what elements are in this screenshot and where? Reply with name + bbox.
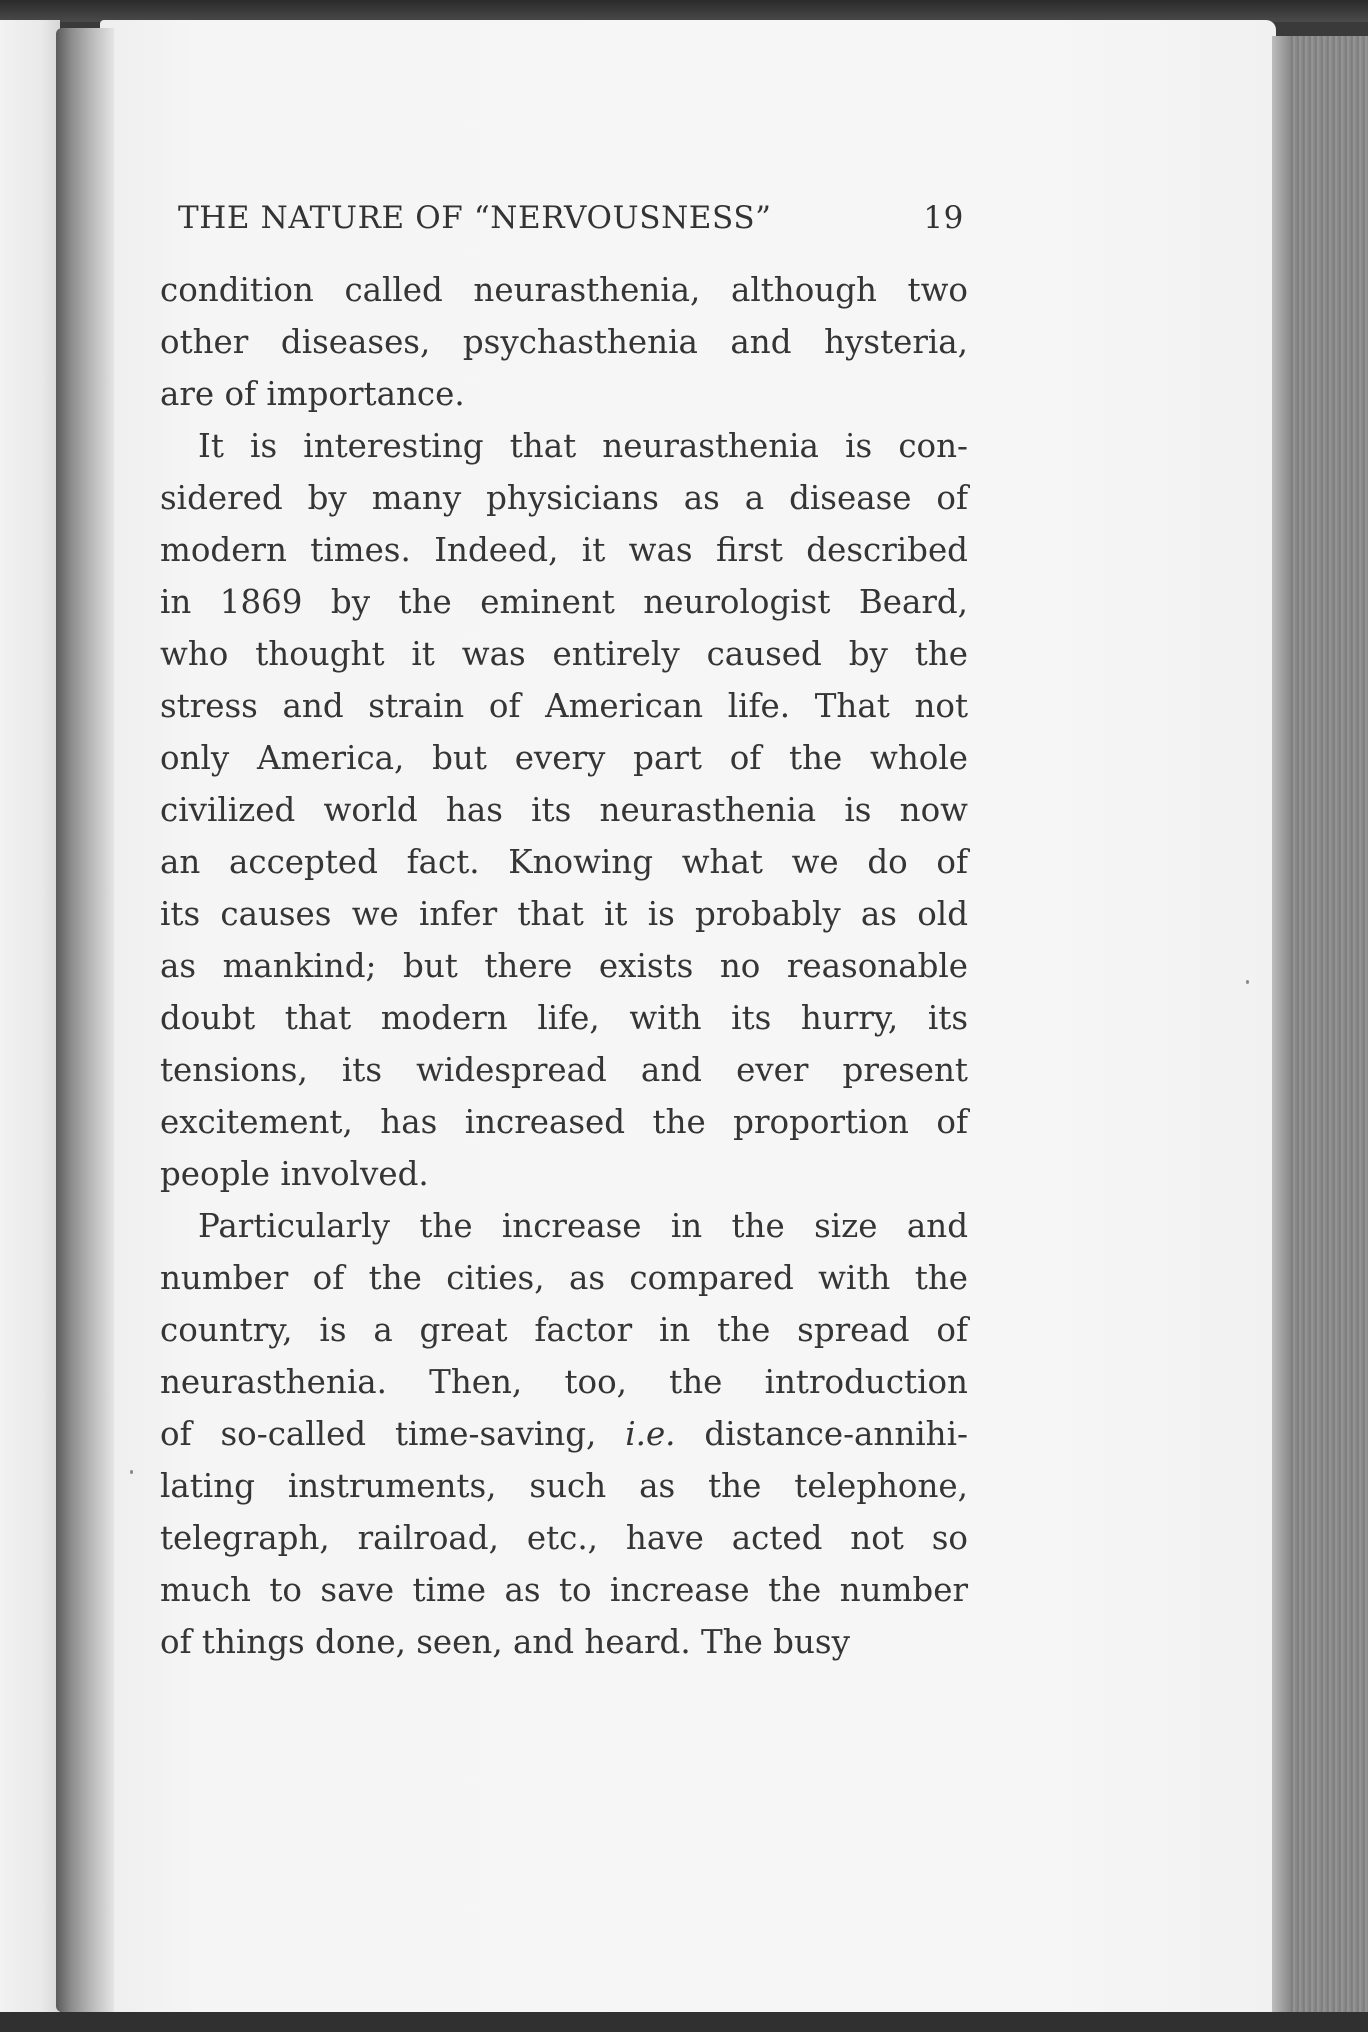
text-line: who thought it was entirely caused by the	[160, 635, 968, 673]
text-line: its causes we infer that it is probably as old	[160, 895, 968, 933]
text-line: of so-called time-saving, i.e. distance-annihi-	[160, 1415, 968, 1453]
scan-speck	[1246, 980, 1249, 984]
text-line: stress and strain of American life. That not	[160, 687, 968, 725]
text-line: telegraph, railroad, etc., have acted not so	[160, 1519, 968, 1557]
paragraph	[160, 1200, 968, 1668]
running-head-title: THE NATURE OF “NERVOUSNESS”	[178, 200, 772, 236]
text-line: tensions, its widespread and ever present	[160, 1051, 968, 1089]
gutter-shadow	[56, 28, 114, 2012]
text-line: lating instruments, such as the telephone,	[160, 1467, 968, 1505]
text-line: modern times. Indeed, it was first described	[160, 531, 968, 569]
text-line: civilized world has its neurasthenia is now	[160, 791, 968, 829]
text-line: It is interesting that neurasthenia is con-	[198, 427, 968, 465]
text-line: country, is a great factor in the spread of	[160, 1311, 968, 1349]
text-line: much to save time as to increase the number	[160, 1571, 968, 1609]
text-line: people involved.	[160, 1155, 429, 1193]
text-line: condition called neurasthenia, although two	[160, 271, 968, 309]
text-line: excitement, has increased the proportion of	[160, 1103, 968, 1141]
text-line: Particularly the increase in the size and	[198, 1207, 968, 1245]
running-head	[178, 200, 964, 252]
text-line: as mankind; but there exists no reasonable	[160, 947, 968, 985]
text-line: only America, but every part of the whole	[160, 739, 968, 777]
scan-speck	[130, 1470, 133, 1474]
text-line: of things done, seen, and heard. The busy	[160, 1623, 850, 1661]
body-text	[160, 264, 968, 1668]
scanner-background-top	[0, 0, 1368, 22]
scanner-background-bottom	[0, 2012, 1368, 2032]
text-line: doubt that modern life, with its hurry, its	[160, 999, 968, 1037]
text-line: are of importance.	[160, 375, 465, 413]
text-line: an accepted fact. Knowing what we do of	[160, 843, 968, 881]
paragraph	[160, 264, 968, 420]
text-line: other diseases, psychasthenia and hysteria,	[160, 323, 968, 361]
paragraph	[160, 420, 968, 1200]
text-line: number of the cities, as compared with the	[160, 1259, 968, 1297]
text-line: in 1869 by the eminent neurologist Beard,	[160, 583, 968, 621]
page-edge-shade	[1272, 36, 1290, 2032]
page-number: 19	[923, 200, 964, 236]
text-line: neurasthenia. Then, too, the introduction	[160, 1363, 968, 1401]
facing-page-edge	[0, 20, 60, 2016]
text-line: sidered by many physicians as a disease of	[160, 479, 968, 517]
